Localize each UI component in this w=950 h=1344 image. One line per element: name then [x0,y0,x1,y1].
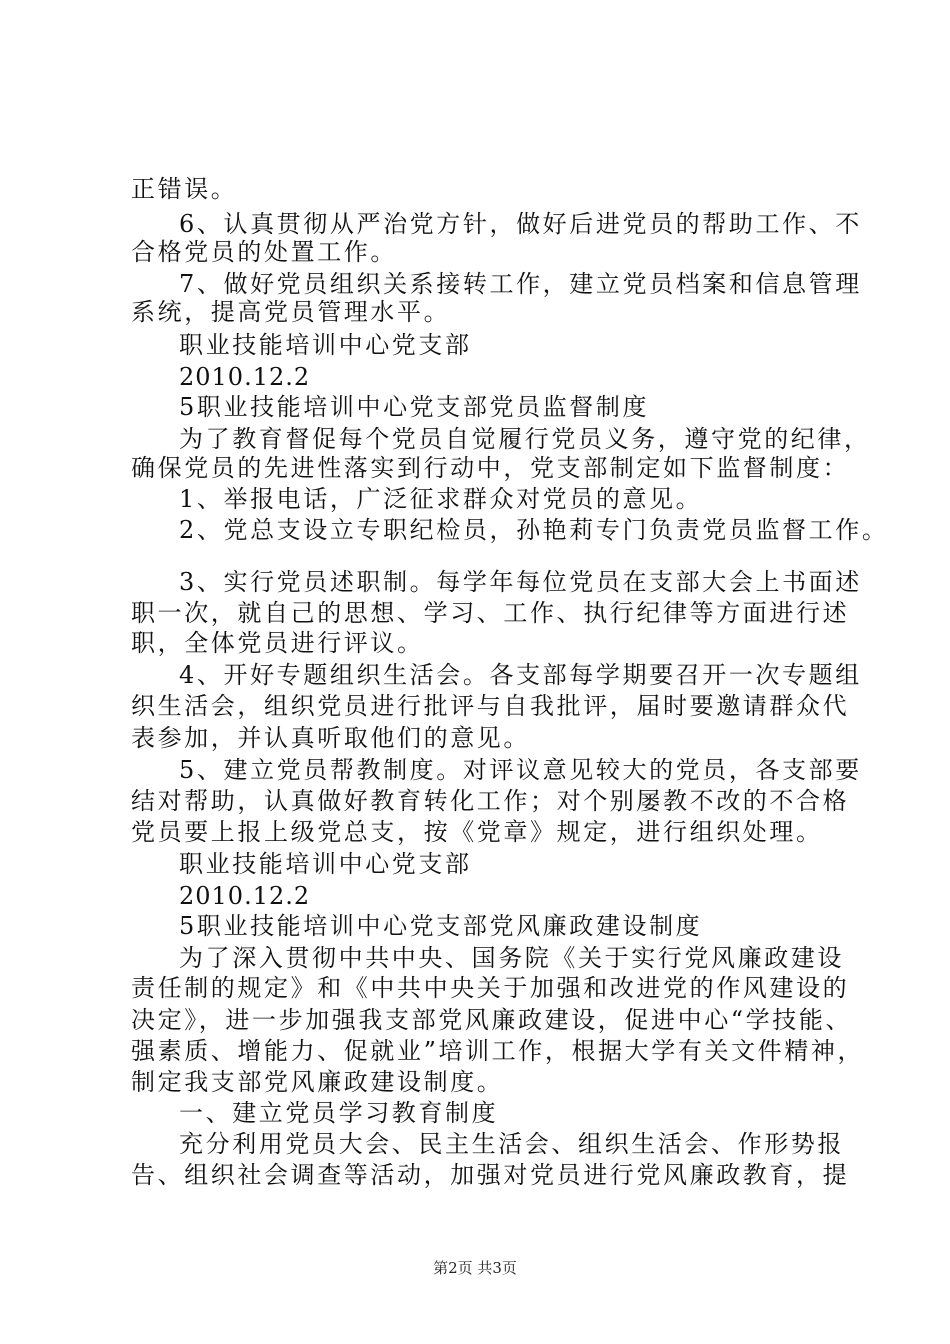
text-line: 充分利用党员大会、民主生活会、组织生活会、作形势报 [179,1130,844,1158]
signature-line: 职业技能培训中心党支部 [179,331,472,359]
text-line: 职一次，就自己的思想、学习、工作、执行纪律等方面进行述 [131,599,850,627]
text-line: 系统，提高党员管理水平。 [131,298,451,326]
text-line: 责任制的规定》和《中共中央关于加强和改进党的作风建设的 [131,974,850,1002]
text-line: 合格党员的处置工作。 [131,238,397,266]
text-line: 5、建立党员帮教制度。对评议意见较大的党员，各支部要 [179,756,862,784]
date-line: 2010.12.2 [179,882,311,910]
page-number: 第2页 共3页 [433,1259,517,1277]
section-heading: 5职业技能培训中心党支部党员监督制度 [179,393,650,421]
text-line: 为了教育督促每个党员自觉履行党员义务，遵守党的纪律， [179,425,871,453]
text-line: 制定我支部党风廉政建设制度。 [131,1068,504,1096]
text-line: 结对帮助，认真做好教育转化工作；对个别屡教不改的不合格 [131,787,850,815]
signature-line: 职业技能培训中心党支部 [179,850,472,878]
text-line: 告、组织社会调查等活动，加强对党员进行党风廉政教育，提 [131,1161,850,1189]
text-line: 织生活会，组织党员进行批评与自我批评，届时要邀请群众代 [131,692,850,720]
section-heading: 5职业技能培训中心党支部党风廉政建设制度 [179,912,703,940]
text-line: 党员要上报上级党总支，按《党章》规定，进行组织处理。 [131,818,823,846]
text-line: 表参加，并认真听取他们的意见。 [131,724,530,752]
text-line: 确保党员的先进性落实到行动中，党支部制定如下监督制度： [131,454,850,482]
subsection-heading: 一、建立党员学习教育制度 [179,1099,499,1127]
text-line: 6、认真贯彻从严治党方针，做好后进党员的帮助工作、不 [179,210,862,238]
text-line: 职，全体党员进行评议。 [131,629,424,657]
text-line: 3、实行党员述职制。每学年每位党员在支部大会上书面述 [179,568,862,596]
text-line: 7、做好党员组织关系接转工作，建立党员档案和信息管理 [179,270,862,298]
text-line: 正错误。 [131,175,238,203]
date-line: 2010.12.2 [179,363,311,391]
text-line: 2、党总支设立专职纪检员，孙艳莉专门负责党员监督工作。 [179,516,889,544]
text-line: 为了深入贯彻中共中央、国务院《关于实行党风廉政建设 [179,944,844,972]
text-line: 强素质、增能力、促就业”培训工作，根据大学有关文件精神， [131,1037,865,1065]
text-line: 决定》，进一步加强我支部党风廉政建设，促进中心“学技能、 [131,1006,853,1034]
text-line: 4、开好专题组织生活会。各支部每学期要召开一次专题组 [179,661,862,689]
text-line: 1、举报电话，广泛征求群众对党员的意见。 [179,485,703,513]
